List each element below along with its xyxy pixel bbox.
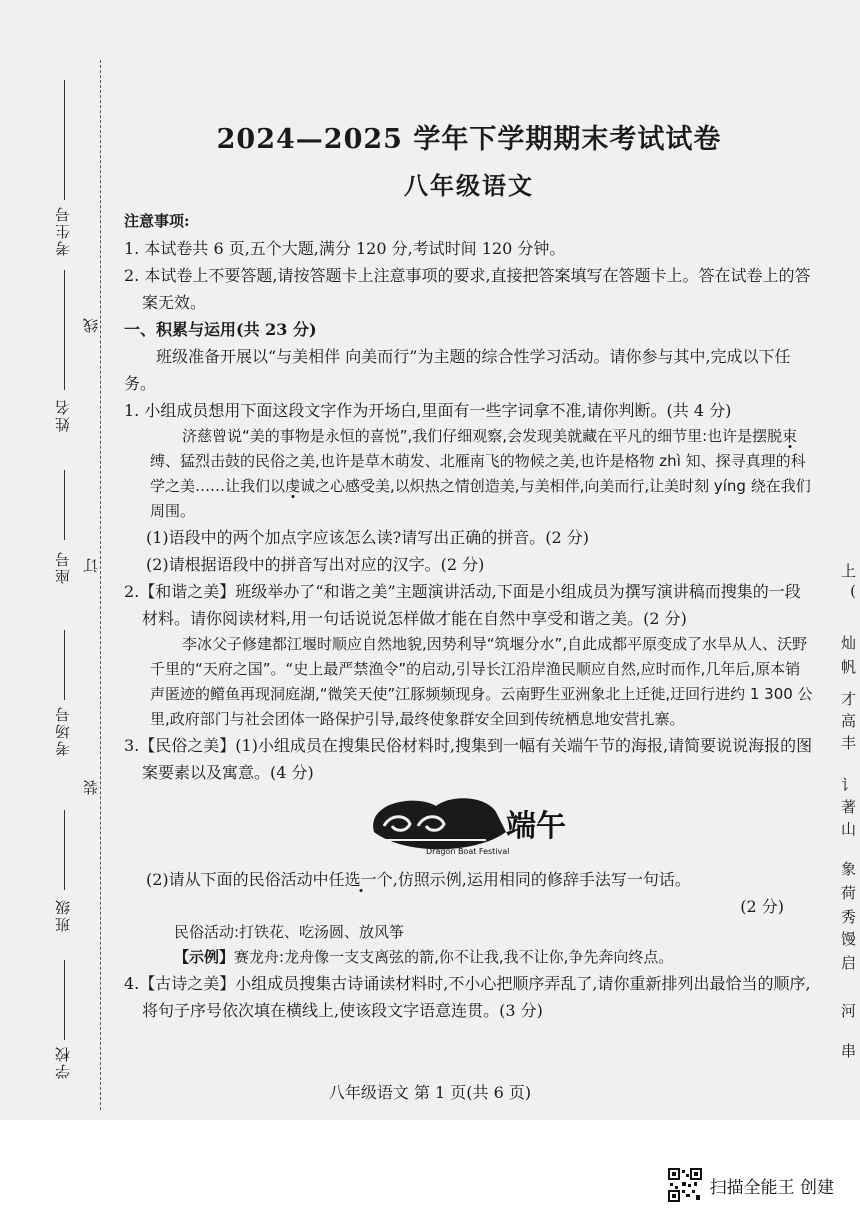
question-1-stem: 1. 小组成员想用下面这段文字作为开场白,里面有一些字词拿不准,请你判断。(共 4 分) <box>124 401 732 420</box>
question-3-sub2-score: (2 分) <box>740 897 784 916</box>
exam-subtitle: 八年级语文 <box>404 171 534 200</box>
page-footer: 八年级语文 第 1 页(共 6 页) <box>328 1083 532 1102</box>
exam-no-label: 考生号 <box>54 205 72 256</box>
example-sentence: 【示例】赛龙舟:龙舟像一支支离弦的箭,你不让我,我不让你,争先奔向终点。 <box>174 948 674 966</box>
poster-caption: Dragon Boat Festival <box>426 847 510 856</box>
emphasized-words: 任选一个 <box>328 870 393 889</box>
seat-no-blank <box>64 470 66 540</box>
folk-activities: 民俗活动:打铁花、吃汤圆、放风筝 <box>174 923 405 941</box>
exam-title: 2024—2025 学年下学期期末考试试卷 <box>216 124 722 155</box>
question-1-sub1: (1)语段中的两个加点字应该怎么读?请写出正确的拼音。(2 分) <box>146 528 589 547</box>
name-blank <box>64 270 66 390</box>
dotted-char: 虔 <box>285 477 301 495</box>
question-4-stem: 4.【古诗之美】小组成员搜集古诗诵读材料时,不小心把顺序弄乱了,请你重新排列出最恰当的顺序,将句子序号依次填在横线上,使该段文字语意连贯。(3 分) <box>124 974 811 1020</box>
dragon-boat-poster-image <box>356 792 576 860</box>
note-item: 2. 本试卷上不要答题,请按答题卡上注意事项的要求,直接把答案填写在答题卡上。答在试卷上的答案无效。 <box>124 266 811 312</box>
scanner-watermark <box>668 1168 834 1202</box>
question-1-sub2: (2)请根据语段中的拼音写出对应的汉字。(2 分) <box>146 555 485 574</box>
dotted-char: 束 <box>782 427 798 445</box>
exam-no-blank <box>64 80 66 200</box>
school-label: 学校 <box>54 1045 72 1079</box>
dragon-boat-poster <box>356 792 576 860</box>
room-no-blank <box>64 630 66 700</box>
cut-mark-line: 线 <box>82 318 100 333</box>
exam-content <box>124 120 814 1024</box>
name-label: 姓名 <box>54 398 72 432</box>
question-1-passage: 济慈曾说“美的事物是永恒的喜悦”,我们仔细观察,会发现美就藏在平凡的细节里:也许是摆脱束缚、猛烈击鼓的民俗之美,也许是草木萌发、北雁南飞的物候之美,也许是格物 zhì 知、探寻真理的科学之美……让我们以虔诚之心感受美,以炽热之情创造美,与美相伴,向美而行,让美时刻 yíng 绕在我们周围。 <box>150 427 811 520</box>
cut-mark-ding: 订 <box>82 558 100 573</box>
seat-no-label: 座号 <box>54 550 72 584</box>
question-3-sub2: (2)请从下面的民俗活动中任选一个,仿照示例,运用相同的修辞手法写一句话。 <box>146 870 691 889</box>
section-intro: 班级准备开展以“与美相伴 向美而行”为主题的综合性学习活动。请你参与其中,完成以下任务。 <box>124 347 791 393</box>
question-2-stem: 2.【和谐之美】班级举办了“和谐之美”主题演讲活动,下面是小组成员为撰写演讲稿而搜集的一段材料。请你阅读材料,用一句话说说怎样做才能在自然中享受和谐之美。(2 分) <box>124 582 801 628</box>
school-blank <box>64 960 66 1040</box>
poster-title: 端午 <box>506 809 566 844</box>
note-item: 1. 本试卷共 6 页,五个大题,满分 120 分,考试时间 120 分钟。 <box>124 239 566 258</box>
binding-dashed-line <box>100 60 102 1110</box>
question-2-passage: 李冰父子修建都江堰时顺应自然地貌,因势利导“筑堰分水”,自此成都平原变成了水旱从人、沃野千里的“天府之国”。“史上最严禁渔令”的启动,引导长江沿岸渔民顺应自然,应时而作,几年后,原本销声匿迹的鳤鱼再现洞庭湖,“微笑天使”江豚频频现身。云南野生亚洲象北上迁徙,迂回行进约 1 300 公里,政府部门与社会团体一路保护引导,最终使象群安全回到传统栖息地安营扎寨。 <box>150 635 813 728</box>
class-blank <box>64 810 66 890</box>
qr-code-icon <box>668 1168 702 1202</box>
class-label: 班级 <box>54 898 72 932</box>
scanner-watermark-text: 扫描全能王 创建 <box>709 1177 834 1198</box>
notes-heading: 注意事项: <box>124 212 190 230</box>
cut-mark-zhuang: 装 <box>82 780 100 795</box>
section-heading: 一、积累与运用(共 23 分) <box>124 320 317 339</box>
binding-gutter <box>0 40 102 1110</box>
room-no-label: 考场号 <box>54 705 72 756</box>
question-3-stem: 3.【民俗之美】(1)小组成员在搜集民俗材料时,搜集到一幅有关端午节的海报,请简要说说海报的图案要素以及寓意。(4 分) <box>124 736 813 782</box>
adjacent-page-edge: 上 ( 灿 帆 才 高 丰 讠 著 山 象 荷 秀 馒 启 河 串 <box>840 562 856 1060</box>
